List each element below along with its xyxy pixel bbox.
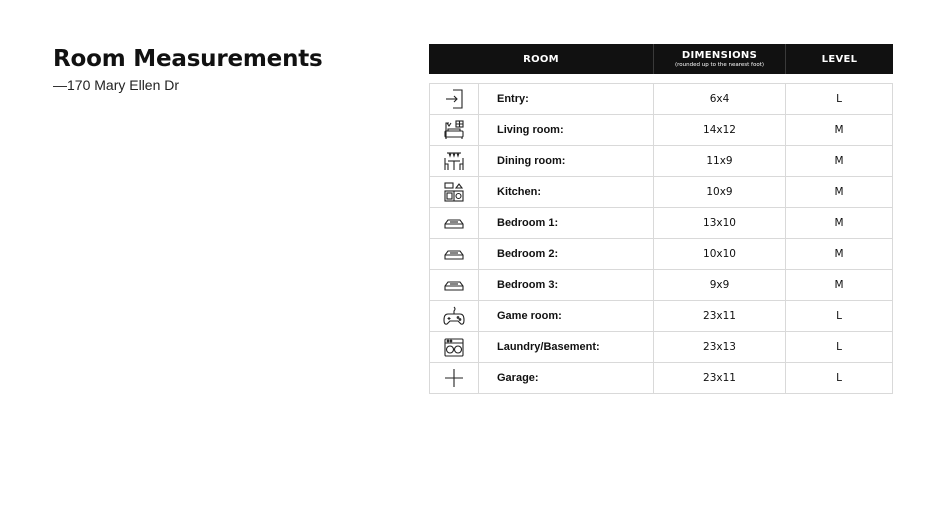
room-level: M (786, 177, 893, 207)
game-controller-icon (442, 305, 466, 327)
room-level: M (786, 146, 893, 176)
room-dimensions: 10x10 (654, 239, 786, 269)
page-title: Room Measurements (53, 46, 323, 72)
column-header-dimensions-note: (rounded up to the nearest foot) (674, 62, 764, 68)
page-subtitle: —170 Mary Ellen Dr (53, 77, 180, 93)
room-level: L (786, 84, 893, 114)
room-level: L (786, 332, 893, 362)
room-dimensions: 6x4 (654, 84, 786, 114)
table-row (430, 146, 893, 177)
room-name: Entry: (479, 84, 654, 114)
room-level: L (786, 301, 893, 331)
room-name: Garage: (479, 363, 654, 393)
table-row (430, 301, 893, 332)
kitchen-appliance-icon (442, 181, 466, 203)
room-dimensions: 11x9 (654, 146, 786, 176)
room-name: Kitchen: (479, 177, 654, 207)
room-name: Dining room: (479, 146, 654, 176)
room-dimensions: 23x11 (654, 363, 786, 393)
table-row (430, 363, 893, 394)
title-block (53, 44, 323, 94)
room-level: M (786, 115, 893, 145)
room-dimensions: 13x10 (654, 208, 786, 238)
bed-icon (442, 243, 466, 265)
room-level: L (786, 363, 893, 393)
room-measurements-table (429, 44, 893, 394)
room-dimensions: 9x9 (654, 270, 786, 300)
room-dimensions: 23x13 (654, 332, 786, 362)
plus-icon (442, 367, 466, 389)
room-name: Game room: (479, 301, 654, 331)
room-dimensions: 23x11 (654, 301, 786, 331)
table-row (430, 332, 893, 363)
table-header (429, 44, 893, 74)
bed-icon (442, 274, 466, 296)
dining-table-icon (442, 150, 466, 172)
room-level: M (786, 208, 893, 238)
room-level: M (786, 270, 893, 300)
table-row (430, 208, 893, 239)
column-header-dimensions-label: DIMENSIONS (681, 50, 758, 61)
washing-machine-icon (442, 336, 466, 358)
table-row (430, 270, 893, 301)
room-level: M (786, 239, 893, 269)
column-header-level (786, 44, 893, 74)
room-name: Laundry/Basement: (479, 332, 654, 362)
column-header-room-label: ROOM (523, 53, 559, 65)
door-entry-icon (442, 88, 466, 110)
table-row (430, 115, 893, 146)
room-name: Living room: (479, 115, 654, 145)
table-row (430, 177, 893, 208)
column-header-level-label: LEVEL (821, 53, 858, 65)
column-header-dimensions (654, 44, 786, 74)
room-name: Bedroom 3: (479, 270, 654, 300)
table-row (430, 84, 893, 115)
column-header-room (429, 44, 654, 74)
table-row (430, 239, 893, 270)
room-name: Bedroom 2: (479, 239, 654, 269)
room-dimensions: 14x12 (654, 115, 786, 145)
sofa-lamp-icon (442, 119, 466, 141)
room-dimensions: 10x9 (654, 177, 786, 207)
room-name: Bedroom 1: (479, 208, 654, 238)
bed-icon (442, 212, 466, 234)
table-body (429, 83, 893, 394)
